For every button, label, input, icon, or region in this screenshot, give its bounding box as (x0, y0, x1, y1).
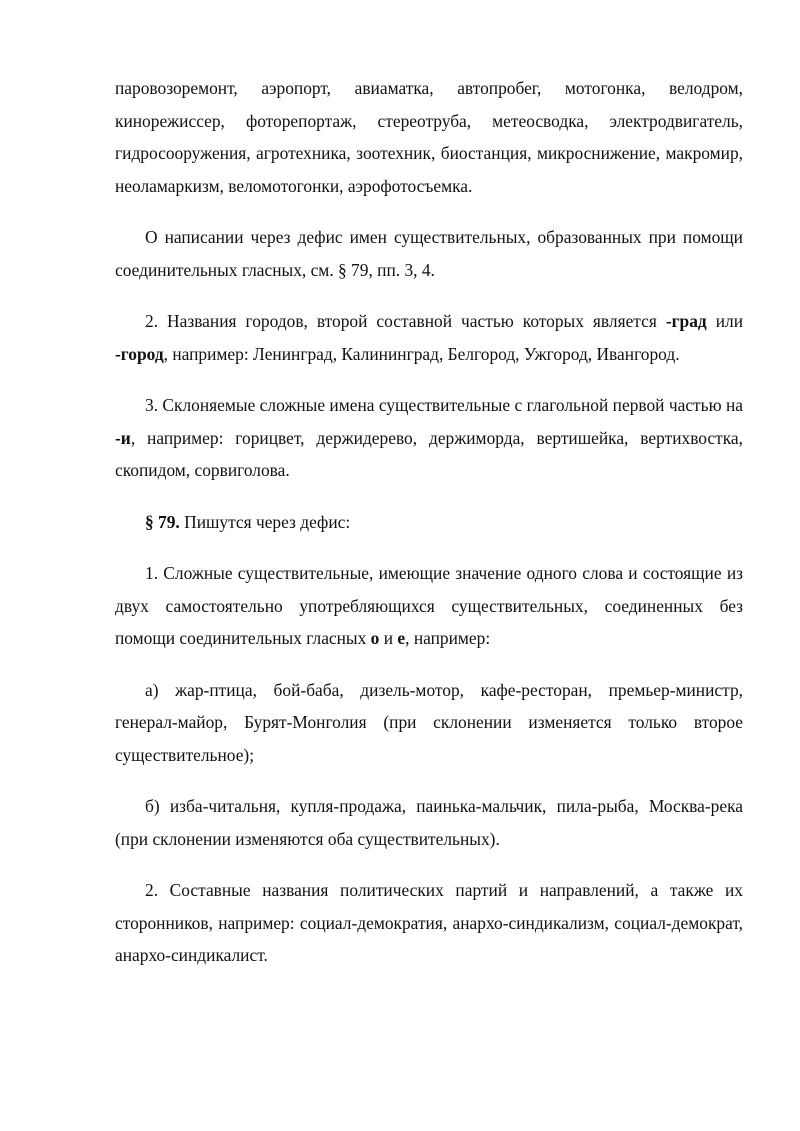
paragraph-hyphen-note (115, 221, 743, 286)
paragraph-text: , например: Ленинград, Калининград, Белгород, Ужгород, Ивангород. (163, 343, 680, 364)
paragraph-text: б) изба-читальня, купля-продажа, паинька-мальчик, пила-рыба, Москва-река (при склонении изменяются оба существительных). (115, 796, 743, 849)
paragraph-political-names (115, 874, 743, 972)
paragraph-example-b (115, 790, 743, 855)
bold-suffix-grad: -град (665, 311, 707, 331)
paragraph-text: 3. Склоняемые сложные имена существительные с глагольной первой частью на (145, 395, 743, 415)
paragraph-text: 2. Составные названия политических партий и направлений, а также их сторонников, например: социал-демократия, анархо-синдикализм, социал-демократ, анархо-синдикалист. (115, 880, 743, 965)
paragraph-text: а) жар-птица, бой-баба, дизель-мотор, кафе-ресторан, премьер-министр, генерал-майор, Бурят-Монголия (при склонении изменяется только второе существительное); (115, 679, 743, 765)
paragraph-compound-words-list (115, 72, 743, 202)
paragraph-example-a (115, 674, 743, 772)
section-number: § 79. (145, 511, 180, 532)
paragraph-text: 2. Названия городов, второй составной частью которых является (145, 311, 666, 331)
paragraph-verbal-nouns (115, 389, 743, 487)
paragraph-city-names (115, 305, 743, 370)
paragraph-text: паровозоремонт, аэропорт, авиаматка, автопробег, мотогонка, велодром, кинорежиссер, фоторепортаж, стереотруба, метеосводка, электродвигатель, гидросооружения, агротехника, зоотехник, биостанция, микроснижение, макромир, неоламаркизм, веломотогонки, аэрофотосъемка. (115, 78, 743, 196)
paragraph-text: О написании через дефис имен существительных, образованных при помощи соединительных гласных, см. § 79, пп. 3, 4. (115, 227, 743, 280)
paragraph-text: , например: (405, 628, 491, 648)
bold-vowel-e: е (397, 628, 406, 648)
bold-suffix-i: -и (115, 427, 131, 448)
paragraph-text: , например: горицвет, держидерево, держиморда, вертишейка, вертихвостка, скопидом, сорвиголова. (115, 427, 743, 480)
paragraph-compound-nouns (115, 557, 743, 655)
bold-vowel-o: о (370, 628, 380, 648)
section-title: Пишутся через дефис: (179, 511, 351, 532)
paragraph-text: 1. Сложные существительные, имеющие значение одного слова и состоящие из двух самостоятельно употребляющихся существительных, соединенных без помощи соединительных гласных (115, 563, 743, 648)
paragraph-text: и (379, 628, 398, 648)
section-79-heading (115, 506, 743, 539)
document-page (115, 72, 743, 991)
bold-suffix-gorod: -город (115, 343, 164, 364)
paragraph-text: или (706, 311, 743, 331)
